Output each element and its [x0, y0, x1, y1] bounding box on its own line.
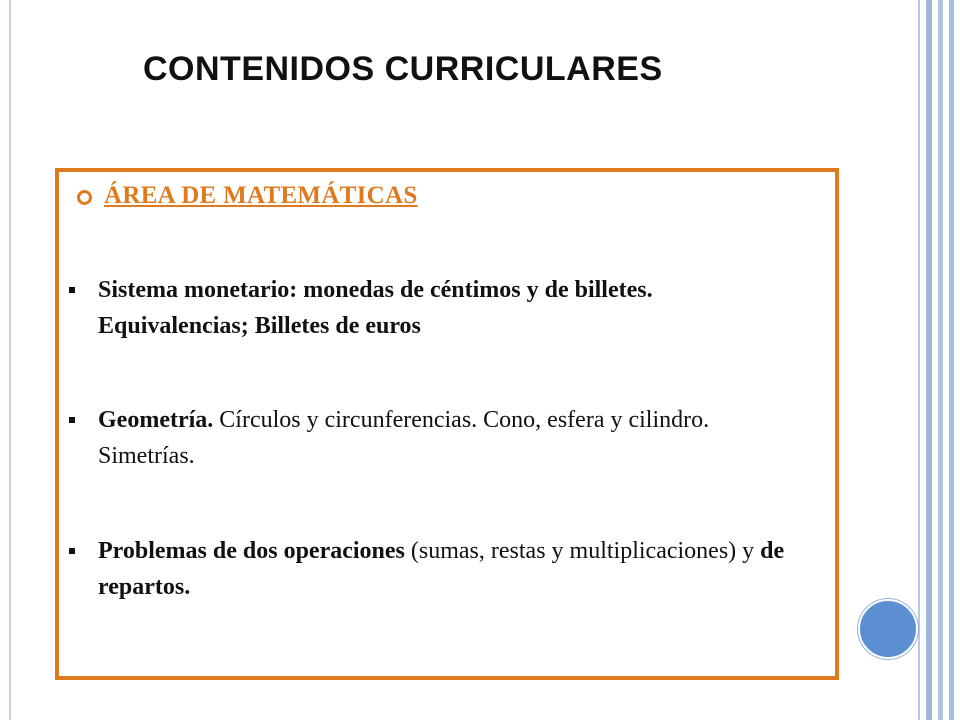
list-item-text [98, 402, 809, 474]
slide-title: CONTENIDOS CURRICULARES [143, 50, 663, 88]
list-item-text [98, 533, 809, 605]
square-bullet-icon [69, 548, 75, 554]
list-item-tail: de repartos. [98, 538, 785, 600]
content-box [55, 168, 839, 680]
list-item-problemas [69, 533, 809, 605]
list-item-body: Círculos y circunferencias. Cono, esfera y cilindro. Simetrías. [98, 407, 710, 469]
list-item-body: (sumas, restas y multiplicaciones) y [404, 538, 761, 564]
section-heading-row [77, 182, 418, 210]
list-item-geometria [69, 402, 809, 474]
square-bullet-icon [69, 287, 75, 293]
left-divider [9, 0, 11, 720]
blue-circle-decoration [858, 599, 918, 659]
square-bullet-icon [69, 417, 75, 423]
list-item-text: Sistema monetario: monedas de céntimos y de billetes. Equivalencias; Billetes de euros [98, 277, 653, 339]
list-item-lead: Problemas de dos operaciones [98, 538, 405, 564]
list-item-lead: Geometría. [98, 407, 214, 433]
section-heading: ÁREA DE MATEMÁTICAS [104, 182, 418, 209]
right-stripe-decoration [918, 0, 960, 720]
circle-bullet-icon [77, 190, 92, 205]
list-item-sistema-monetario [69, 272, 809, 344]
